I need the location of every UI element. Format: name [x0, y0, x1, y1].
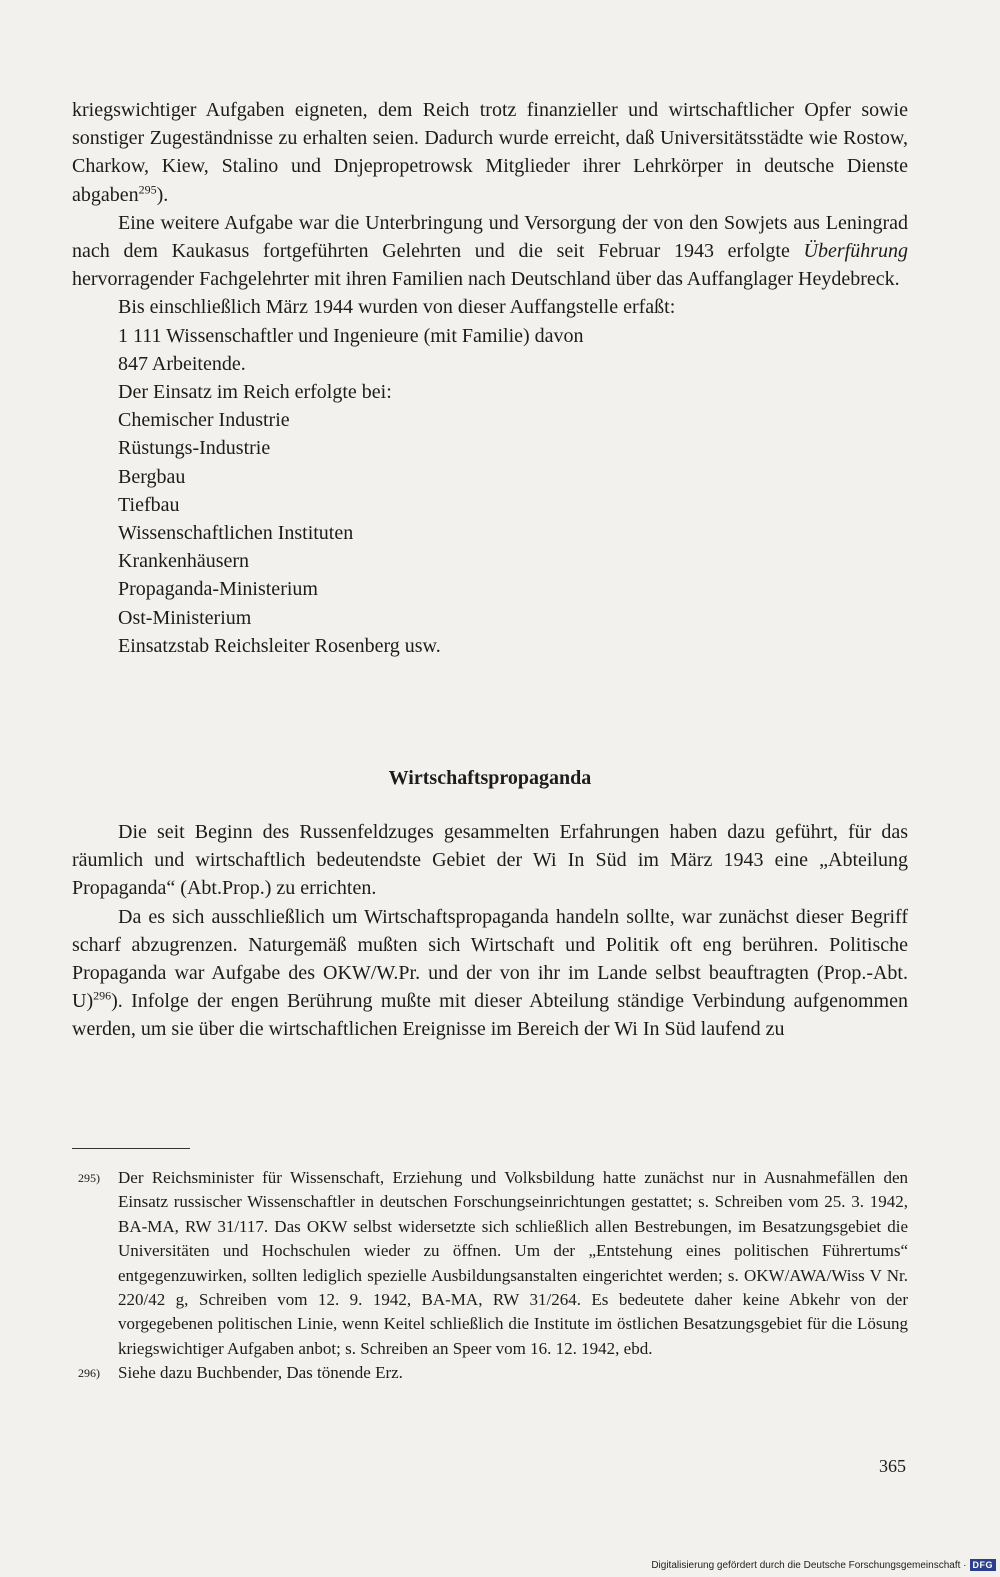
footnote-mark: 296) [78, 1366, 100, 1381]
paragraph-1-text: kriegswichtiger Aufgaben eigneten, dem Reich trotz finanzieller und wirtschaftlicher Opfer sowie sonstiger Zugeständnisse zu erhalten seien. Dadurch wurde erreicht, daß Universitätsstädte wie Rostow, Charkow, Kiew, Stalino und Dnjepropetrowsk Mitglieder ihrer Lehrkörper in deutsche Dienste abgaben [72, 99, 908, 206]
footnote-text: Siehe dazu Buchbender, Das tönende Erz. [118, 1363, 403, 1383]
list-block [118, 293, 908, 660]
list-line: Rüstungs-Industrie [118, 437, 271, 460]
page-number: 365 [879, 1456, 906, 1476]
footnotes [72, 1166, 908, 1386]
list-line: 847 Arbeitende. [118, 352, 246, 375]
paragraph-2-text: Eine weitere Aufgabe war die Unterbringung und Versorgung der von den Sowjets aus Leningrad nach dem Kaukasus fortgeführten Gelehrten und die seit Februar 1943 erfolgte [72, 211, 908, 263]
digitization-note: Digitalisierung gefördert durch die Deutsche Forschungsgemeinschaft · [651, 1559, 967, 1571]
footnote-ref-295[interactable]: 295 [138, 181, 157, 196]
section-heading: Wirtschaftspropaganda [388, 767, 592, 790]
list-line: Ost-Ministerium [118, 606, 252, 629]
digitization-footer [651, 1559, 996, 1571]
footnote-text: Der Reichsminister für Wissenschaft, Erziehung und Volksbildung hatte zunächst nur in Ausnahmefällen den Einsatz russischer Wissenschaftler in deutschen Forschungseinrichtungen gestattet; s. Schreiben vom 25. 3. 1942, BA-MA, RW 31/117. Das OKW selbst widersetzte sich schließlich allen Bestrebungen, im Besatzungsgebiet die Universitäten und Hochschulen wieder zu öffnen. Um der „Entstehung eines politischen Führertums“ entgegenzuwirken, sollten lediglich spezielle Ausbildungsanstalten eingerichtet werden; s. OKW/AWA/Wiss V Nr. 220/42 g, Schreiben vom 12. 9. 1942, BA-MA, RW 31/264. Es bedeutete daher keine Abkehr von der vorgegebenen politischen Linie, wenn Keitel schließlich die Institute im östlichen Besatzungsgebiet für die Lösung kriegswichtiger Aufgaben anbot; s. Schreiben an Speer vom 16. 12. 1942, ebd. [118, 1168, 908, 1358]
list-line: 1 111 Wissenschaftler und Ingenieure (mit Familie) davon [118, 324, 584, 347]
paragraph-2 [72, 209, 908, 294]
paragraph-2-end: hervorragender Fachgelehrter mit ihren Familien nach Deutschland über das Auffanglager Heydebreck. [72, 268, 900, 291]
paragraph-4-text: Da es sich ausschließlich um Wirtschaftspropaganda handeln sollte, war zunächst dieser Begriff scharf abzugrenzen. Naturgemäß mußten sich Wirtschaft und Politik oft eng berühren. Politische Propaganda war Aufgabe des OKW/W.Pr. und der von ihr im Lande selbst beauftragten (Prop.-Abt. U) [72, 905, 908, 1013]
footnote-divider [72, 1148, 190, 1149]
list-line: Bergbau [118, 465, 186, 488]
paragraph-1-end: ). [156, 183, 169, 206]
paragraph-4-end: ). Infolge der engen Berührung mußte mit dieser Abteilung ständige Verbindung aufgenommen werden, um sie über die wirtschaftlichen Ereignisse im Bereich der Wi In Süd laufend zu [72, 990, 908, 1041]
paragraph-2-italic: Überführung [803, 240, 908, 263]
footnote-296 [72, 1361, 908, 1385]
list-line: Chemischer Industrie [118, 409, 290, 432]
list-line: Der Einsatz im Reich erfolgte bei: [118, 381, 392, 404]
list-line: Propaganda-Ministerium [118, 578, 318, 601]
footnote-mark: 295) [78, 1171, 100, 1185]
list-line: Tiefbau [118, 493, 180, 516]
footnote-295 [72, 1166, 908, 1361]
paragraph-1 [72, 96, 908, 209]
list-line: Krankenhäusern [118, 550, 250, 573]
list-line: Wissenschaftlichen Instituten [118, 522, 354, 545]
footnote-ref-296[interactable]: 296 [93, 988, 112, 1003]
paragraph-3: Die seit Beginn des Russenfeldzuges gesammelten Erfahrungen haben dazu geführt, für das räumlich und wirtschaftlich bedeutendste Gebiet der Wi In Süd im März 1943 eine „Abteilung Propaganda“ (Abt.Prop.) zu errichten. [72, 821, 908, 900]
paragraph-4 [72, 903, 908, 1044]
list-line: Bis einschließlich März 1944 wurden von dieser Auffangstelle erfaßt: [118, 296, 676, 319]
list-line: Einsatzstab Reichsleiter Rosenberg usw. [118, 634, 441, 657]
dfg-logo-icon: DFG [970, 1559, 997, 1571]
main-text [72, 96, 908, 1044]
